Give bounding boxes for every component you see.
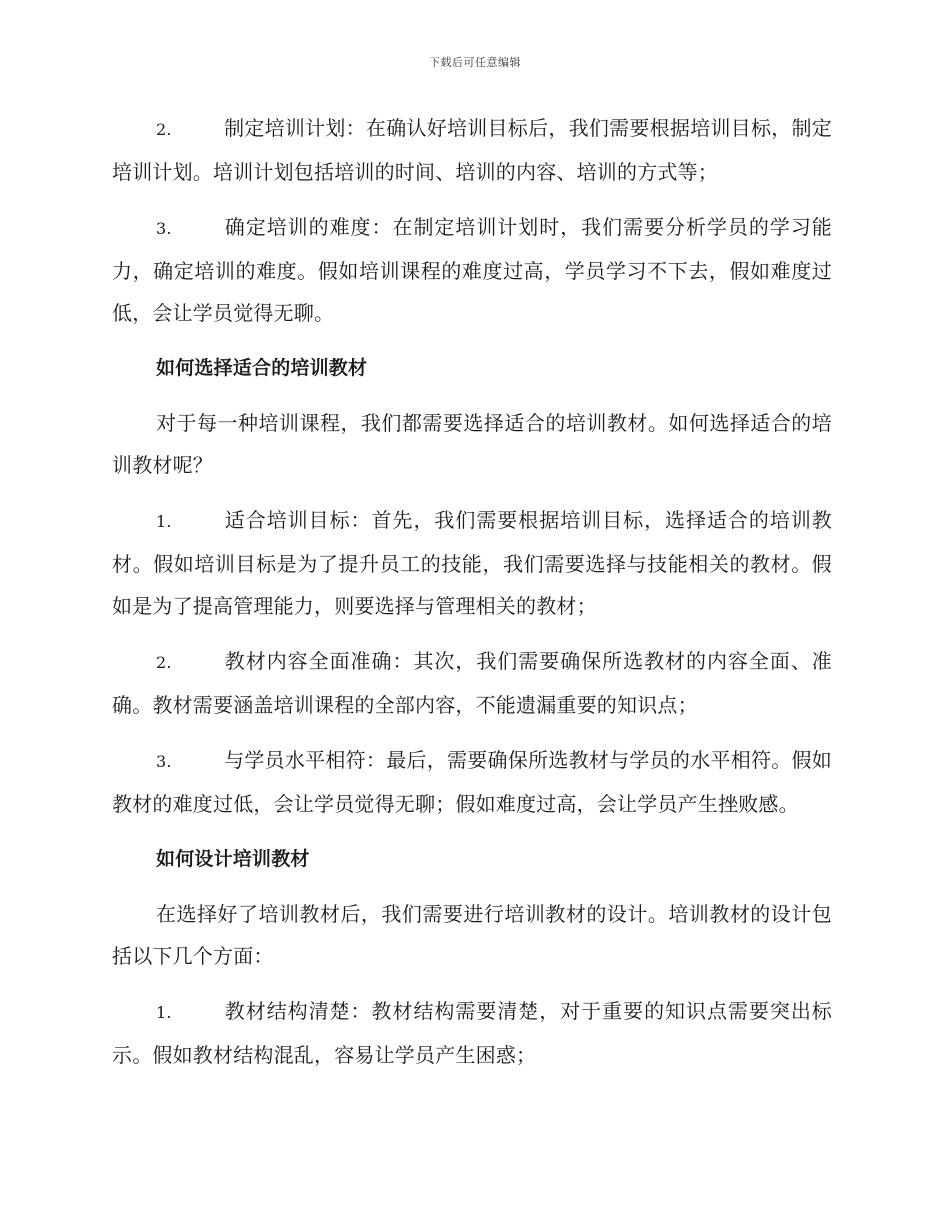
- paragraph: 对于每一种培训课程，我们都需要选择适合的培训教材。如何选择适合的培训教材呢？: [112, 411, 832, 477]
- list-item-number: 3.: [156, 219, 172, 238]
- paragraph: 在选择好了培训教材后，我们需要进行培训教材的设计。培训教材的设计包括以下几个方面：: [112, 902, 832, 968]
- list-item-text: 适合培训目标：首先，我们需要根据培训目标，选择适合的培训教材。假如培训目标是为了提升员工的技能，我们需要选择与技能相关的教材。假如是为了提高管理能力，则要选择与管理相关的教材；: [112, 508, 832, 618]
- list-item: [112, 206, 832, 334]
- section-heading: 如何设计培训教材: [156, 848, 310, 870]
- list-item-number: 2.: [156, 120, 172, 139]
- page-header: 下载后可任意编辑: [429, 56, 521, 69]
- list-item-number: 1.: [156, 1003, 172, 1022]
- list-item: [112, 640, 832, 726]
- list-item-number: 1.: [156, 512, 172, 531]
- list-item-text: 制定培训计划：在确认好培训目标后，我们需要根据培训目标，制定培训计划。培训计划包括培训的时间、培训的内容、培训的方式等；: [112, 116, 832, 184]
- list-item: [112, 990, 832, 1076]
- list-item: [112, 739, 832, 825]
- list-item: [112, 107, 832, 193]
- list-item-text: 教材结构清楚：教材结构需要清楚，对于重要的知识点需要突出标示。假如教材结构混乱，容易让学员产生困惑；: [112, 999, 832, 1067]
- list-item-number: 2.: [156, 653, 172, 672]
- list-item: [112, 499, 832, 627]
- list-item-text: 教材内容全面准确：其次，我们需要确保所选教材的内容全面、准确。教材需要涵盖培训课程的全部内容，不能遗漏重要的知识点；: [112, 649, 832, 717]
- list-item-number: 3.: [156, 752, 172, 771]
- section-heading: 如何选择适合的培训教材: [156, 357, 368, 379]
- list-item-text: 确定培训的难度：在制定培训计划时，我们需要分析学员的学习能力，确定培训的难度。假如培训课程的难度过高，学员学习不下去，假如难度过低，会让学员觉得无聊。: [112, 215, 832, 325]
- list-item-text: 与学员水平相符：最后，需要确保所选教材与学员的水平相符。假如教材的难度过低，会让学员觉得无聊；假如难度过高，会让学员产生挫败感。: [112, 748, 832, 816]
- document-body: [112, 107, 832, 1089]
